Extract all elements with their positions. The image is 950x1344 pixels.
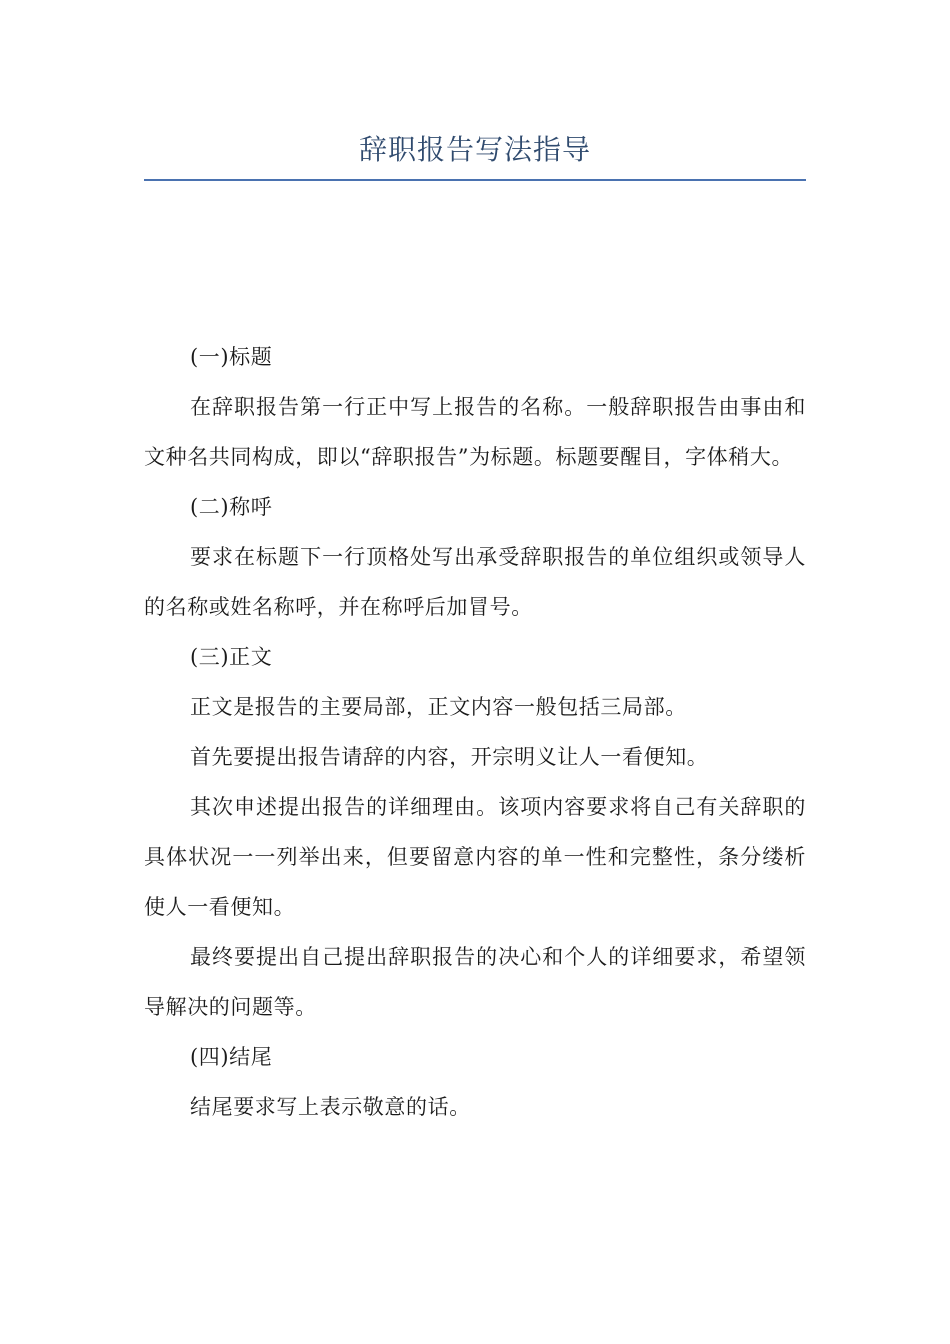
paragraph-title-description: 在辞职报告第一行正中写上报告的名称。一般辞职报告由事由和文种名共同构成，即以“辞职报告”为标题。标题要醒目，字体稍大。 — [144, 395, 806, 469]
section-heading-body: (三)正文 — [190, 645, 273, 669]
section-heading-title: (一)标题 — [190, 345, 273, 369]
title-divider — [144, 179, 806, 181]
paragraph-body-first: 首先要提出报告请辞的内容，开宗明义让人一看便知。 — [190, 745, 709, 769]
paragraph-salutation-description: 要求在标题下一行顶格处写出承受辞职报告的单位组织或领导人的名称或姓名称呼，并在称呼后加冒号。 — [144, 545, 806, 619]
section-heading-closing: (四)结尾 — [190, 1045, 273, 1069]
paragraph-body-second: 其次申述提出报告的详细理由。该项内容要求将自己有关辞职的具体状况一一列举出来，但要留意内容的单一性和完整性，条分缕析使人一看便知。 — [144, 795, 806, 919]
document-title: 辞职报告写法指导 — [358, 133, 591, 166]
paragraph-body-final: 最终要提出自己提出辞职报告的决心和个人的详细要求，希望领导解决的问题等。 — [144, 945, 806, 1019]
paragraph-closing-description: 结尾要求写上表示敬意的话。 — [190, 1095, 471, 1119]
document-body — [144, 332, 806, 1132]
paragraph-body-overview: 正文是报告的主要局部，正文内容一般包括三局部。 — [190, 695, 687, 719]
section-heading-salutation: (二)称呼 — [190, 495, 273, 519]
